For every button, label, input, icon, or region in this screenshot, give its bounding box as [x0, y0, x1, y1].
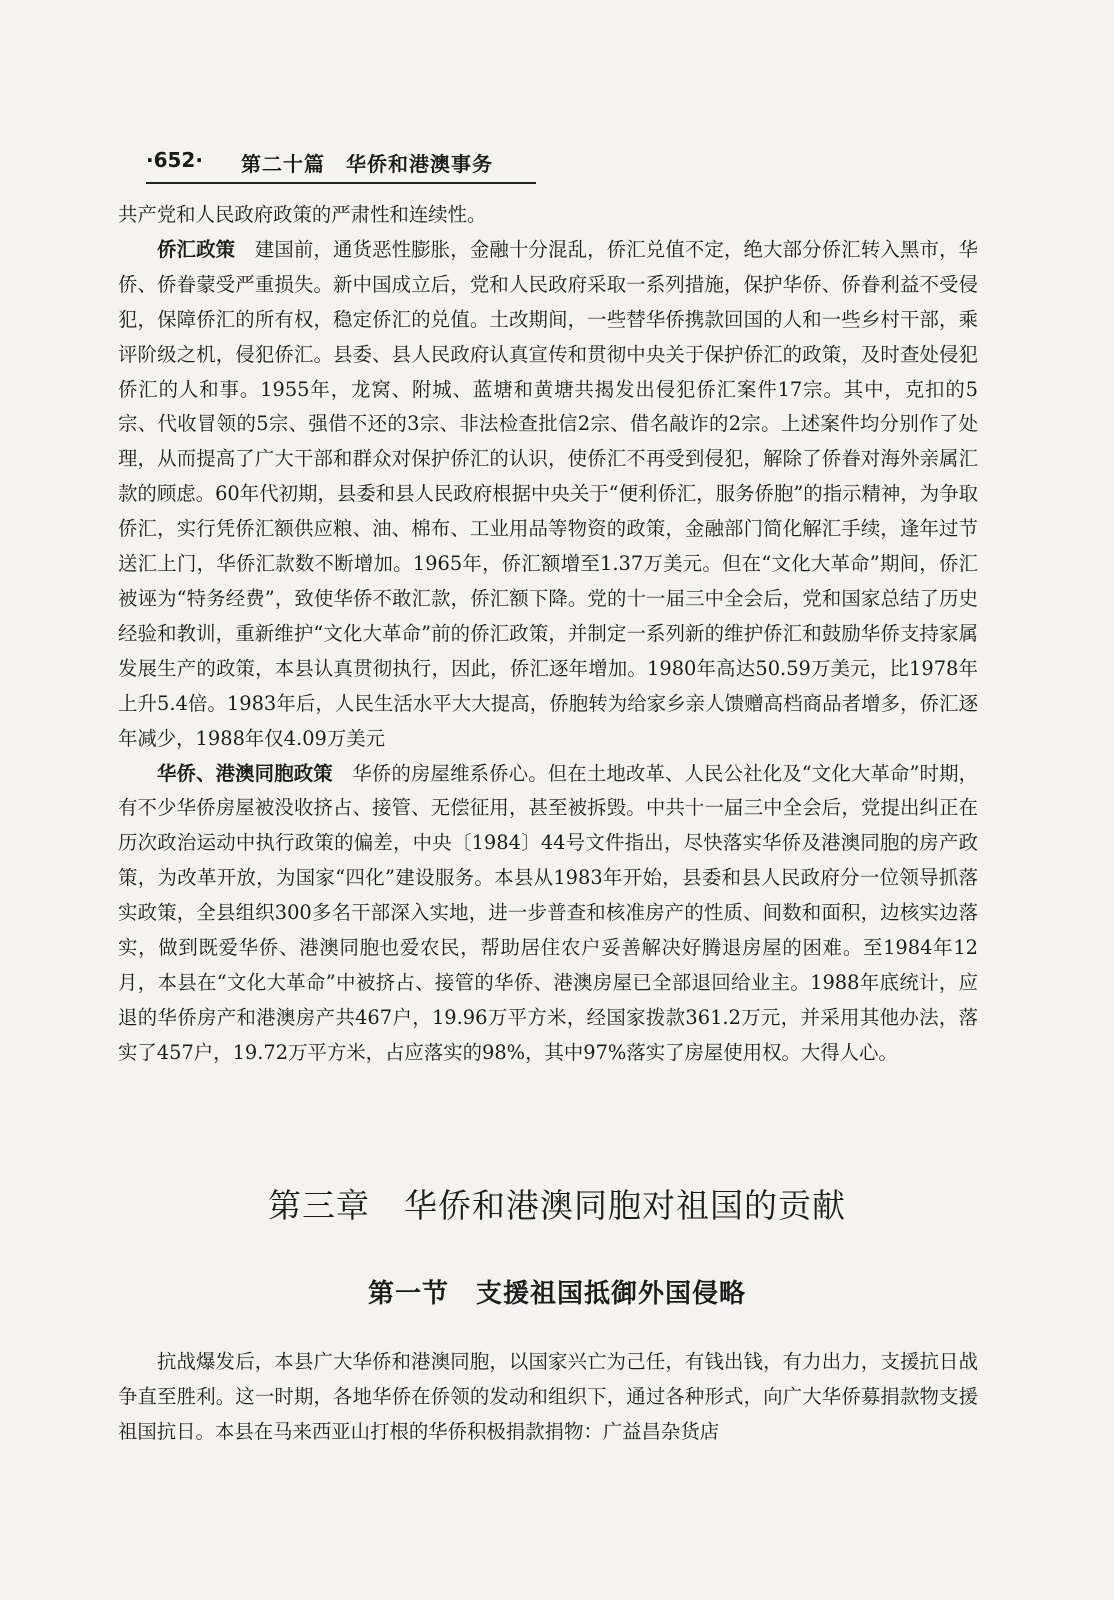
- paragraph: [118, 757, 978, 1071]
- page-header: [146, 148, 536, 184]
- page-number: ·652·: [146, 148, 203, 172]
- body-text: [118, 198, 978, 1071]
- section-title: 第二十篇 华侨和港澳事务: [241, 152, 493, 176]
- paragraph-text: 共产党和人民政府政策的严肃性和连续性。: [118, 203, 487, 226]
- paragraph-text: 抗战爆发后，本县广大华侨和港澳同胞，以国家兴亡为己任，有钱出钱，有力出力，支援抗日战争直至胜利。这一时期，各地华侨在侨领的发动和组织下，通过各种形式，向广大华侨募捐款物支援祖国抗日。本县在马来西亚山打根的华侨积极捐款捐物：广益昌杂货店: [118, 1350, 978, 1443]
- paragraph-text: 华侨的房屋维系侨心。但在土地改革、人民公社化及“文化大革命”时期，有不少华侨房屋被没收挤占、接管、无偿征用，甚至被拆毁。中共十一届三中全会后，党提出纠正在历次政治运动中执行政策的偏差，中央〔1984〕44号文件指出，尽快落实华侨及港澳同胞的房产政策，为改革开放，为国家“四化”建设服务。本县从1983年开始，县委和县人民政府分一位领导抓落实政策，全县组织300多名干部深入实地，进一步普查和核准房产的性质、间数和面积，边核实边落实，做到既爱华侨、港澳同胞也爱农民，帮助居住农户妥善解决好腾退房屋的困难。至1984年12月，本县在“文化大革命”中被挤占、接管的华侨、港澳房屋已全部退回给业主。1988年底统计，应退的华侨房产和港澳房产共467户，19.96万平方米，经国家拨款361.2万元，并采用其他办法，落实了457户，19.72万平方米，占应落实的98%，其中97%落实了房屋使用权。大得人心。: [118, 761, 979, 1064]
- chapter-title: 第三章 华侨和港澳同胞对祖国的贡献: [268, 1186, 846, 1225]
- paragraph: [118, 1345, 978, 1450]
- paragraph-heading: 华侨、港澳同胞政策: [157, 761, 333, 785]
- paragraph-text: 建国前，通货恶性膨胀，金融十分混乱，侨汇兑值不定，绝大部分侨汇转入黑市，华侨、侨眷蒙受严重损失。新中国成立后，党和人民政府采取一系列措施，保护华侨、侨眷利益不受侵犯，保障侨汇的所有权，稳定侨汇的兑值。土改期间，一些替华侨携款回国的人和一些乡村干部，乘评阶级之机，侵犯侨汇。县委、县人民政府认真宣传和贯彻中央关于保护侨汇的政策，及时查处侵犯侨汇的人和事。1955年，龙窝、附城、蓝塘和黄塘共揭发出侵犯侨汇案件17宗。其中，克扣的5宗、代收冒领的5宗、强借不还的3宗、非法检查批信2宗、借名敲诈的2宗。上述案件均分别作了处理，从而提高了广大干部和群众对保护侨汇的认识，使侨汇不再受到侵犯，解除了侨眷对海外亲属汇款的顾虑。60年代初期，县委和县人民政府根据中央关于“便利侨汇，服务侨胞”的指示精神，为争取侨汇，实行凭侨汇额供应粮、油、棉布、工业用品等物资的政策，金融部门简化解汇手续，逢年过节送汇上门，华侨汇款数不断增加。1965年，侨汇额增至1.37万美元。但在“文化大革命”期间，侨汇被诬为“特务经费”，致使华侨不敢汇款，侨汇额下降。党的十一届三中全会后，党和国家总结了历史经验和教训，重新维护“文化大革命”前的侨汇政策，并制定一系列新的维护侨汇和鼓励华侨支持家属发展生产的政策，本县认真贯彻执行，因此，侨汇逐年增加。1980年高达50.59万美元，比1978年上升5.4倍。1983年后，人民生活水平大大提高，侨胞转为给家乡亲人馈赠高档商品者增多，侨汇逐年减少，1988年仅4.09万美元: [118, 237, 979, 750]
- paragraph-heading: 侨汇政策: [157, 237, 236, 261]
- paragraph: [118, 198, 978, 233]
- body-text-continued: [118, 1345, 978, 1450]
- paragraph: [118, 233, 978, 757]
- section-heading: 第一节 支援祖国抵御外国侵略: [367, 1279, 746, 1309]
